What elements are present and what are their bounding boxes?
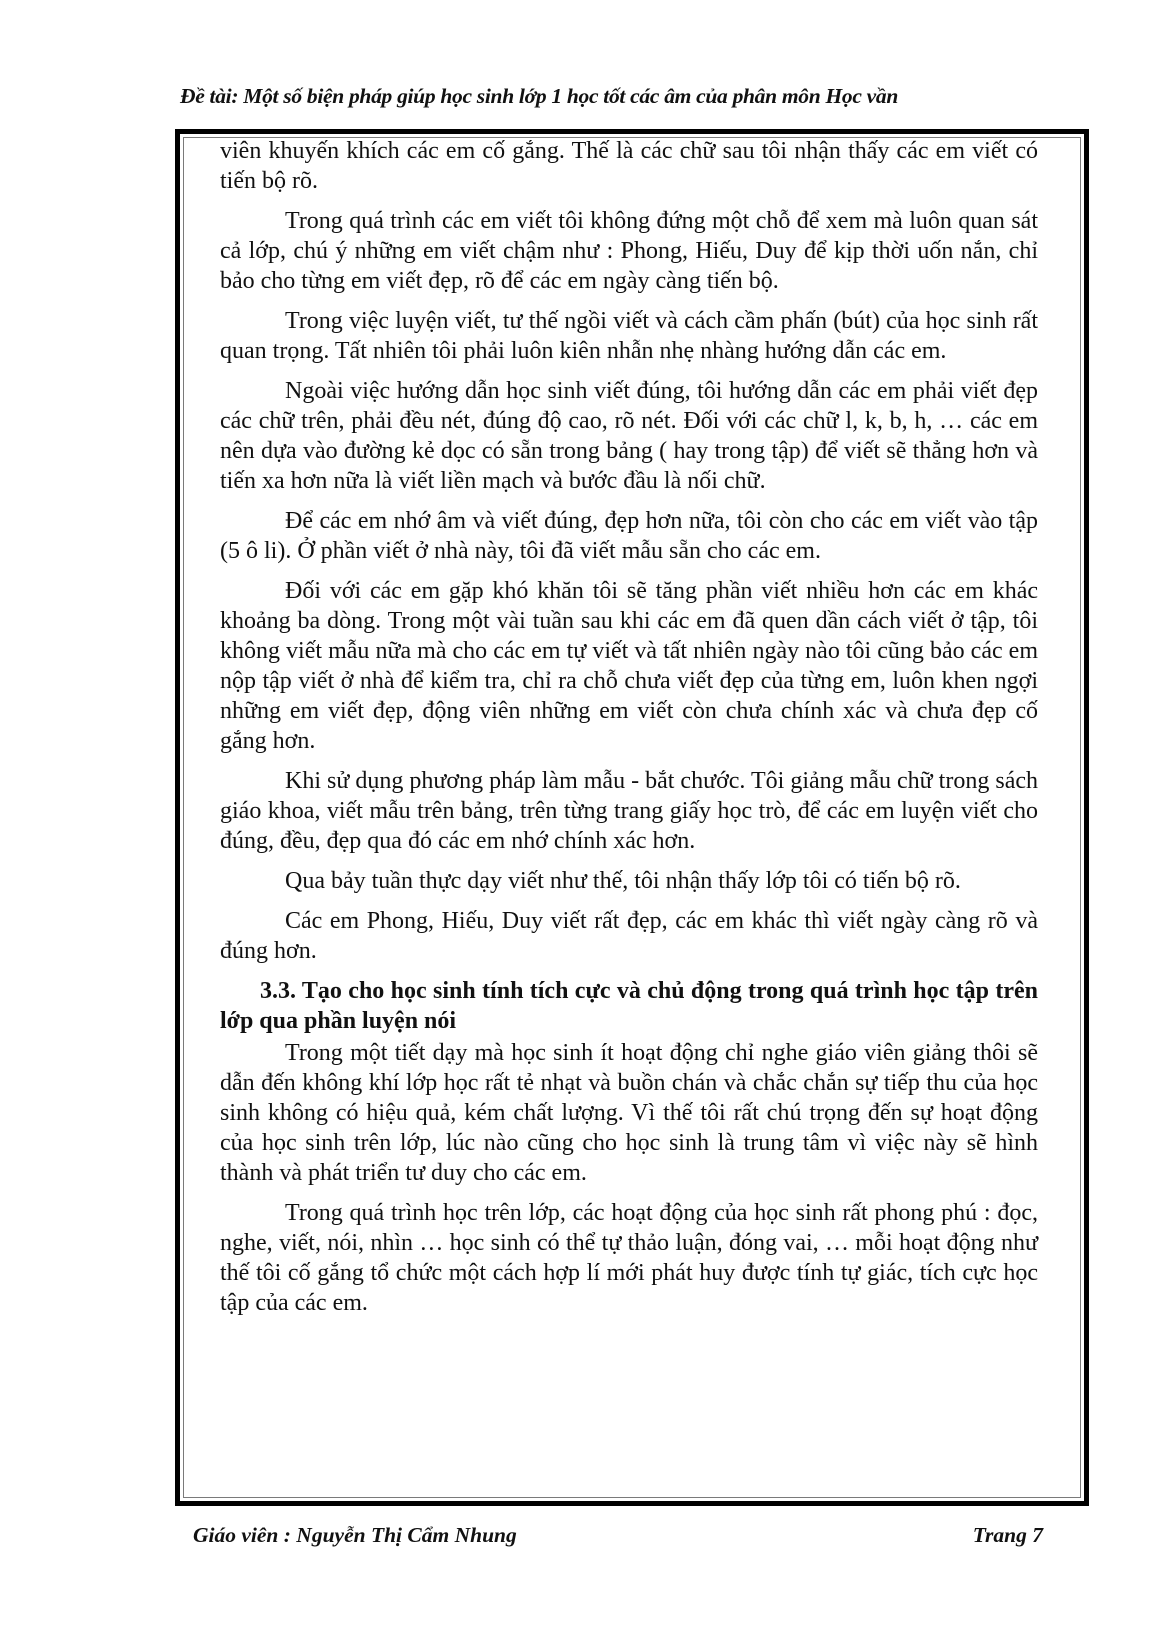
paragraph: Đối với các em gặp khó khăn tôi sẽ tăng phần viết nhiều hơn các em khác khoảng ba dòng. Trong một vài tuần sau khi các em đã quen dần cách viết ở tập, tôi không viết mẫu nữa mà cho các em tự viết và tất nhiên ngày nào tôi cũng bảo các em nộp tập viết ở nhà để kiểm tra, chỉ ra chỗ chưa viết đẹp của từng em, luôn khen ngợi những em viết đẹp, động viên những em viết còn chưa chính xác và chưa đẹp cố gắng hơn. xyxy=(220,578,1038,754)
section-heading: 3.3. Tạo cho học sinh tính tích cực và chủ động trong quá trình học tập trên lớp qua phần luyện nói xyxy=(220,978,1038,1034)
paragraph: Trong việc luyện viết, tư thế ngồi viết và cách cầm phấn (bút) của học sinh rất quan trọng. Tất nhiên tôi phải luôn kiên nhẫn nhẹ nhàng hướng dẫn các em. xyxy=(220,308,1038,364)
document-body xyxy=(220,136,1038,1328)
paragraph: Trong quá trình các em viết tôi không đứng một chỗ để xem mà luôn quan sát cả lớp, chú ý những em viết chậm như : Phong, Hiếu, Duy để kịp thời uốn nắn, chỉ bảo cho từng em viết đẹp, rõ để các em ngày càng tiến bộ. xyxy=(220,208,1038,294)
page-border-frame xyxy=(175,129,1089,1506)
paragraph: Qua bảy tuần thực dạy viết như thế, tôi nhận thấy lớp tôi có tiến bộ rõ. xyxy=(285,868,961,894)
paragraph: Khi sử dụng phương pháp làm mẫu - bắt chước. Tôi giảng mẫu chữ trong sách giáo khoa, viết mẫu trên bảng, trên từng trang giấy học trò, để các em luyện viết cho đúng, đều, đẹp qua đó các em nhớ chính xác hơn. xyxy=(220,768,1038,854)
paragraph: viên khuyến khích các em cố gắng. Thế là các chữ sau tôi nhận thấy các em viết có tiến bộ rõ. xyxy=(220,138,1038,194)
paragraph: Trong một tiết dạy mà học sinh ít hoạt động chỉ nghe giáo viên giảng thôi sẽ dẫn đến không khí lớp học rất tẻ nhạt và buồn chán và chắc chắn sự tiếp thu của học sinh không có hiệu quả, kém chất lượng. Vì thế tôi rất chú trọng đến sự hoạt động của học sinh trên lớp, lúc nào cũng cho học sinh là trung tâm vì việc này sẽ hình thành và phát triển tư duy cho các em. xyxy=(220,1040,1038,1186)
paragraph: Để các em nhớ âm và viết đúng, đẹp hơn nữa, tôi còn cho các em viết vào tập (5 ô li). Ở phần viết ở nhà này, tôi đã viết mẫu sẵn cho các em. xyxy=(220,508,1038,564)
page-footer xyxy=(193,1523,1043,1548)
paragraph: Ngoài việc hướng dẫn học sinh viết đúng, tôi hướng dẫn các em phải viết đẹp các chữ trên, phải đều nét, đúng độ cao, rõ nét. Đối với các chữ l, k, b, h, … các em nên dựa vào đường kẻ dọc có sẵn trong bảng ( hay trong tập) để viết sẽ thẳng hơn và tiến xa hơn nữa là viết liền mạch và bước đầu là nối chữ. xyxy=(220,378,1038,494)
page-number: Trang 7 xyxy=(972,1523,1043,1547)
footer-author: Giáo viên : Nguyễn Thị Cẩm Nhung xyxy=(193,1523,517,1547)
paragraph: Trong quá trình học trên lớp, các hoạt động của học sinh rất phong phú : đọc, nghe, viết, nói, nhìn … học sinh có thể tự thảo luận, đóng vai, … mỗi hoạt động như thế tôi cố gắng tổ chức một cách hợp lí mới phát huy được tính tự giác, tích cực học tập của các em. xyxy=(220,1200,1038,1316)
page-header: Đề tài: Một số biện pháp giúp học sinh lớp 1 học tốt các âm của phân môn Học vần xyxy=(180,84,899,108)
paragraph: Các em Phong, Hiếu, Duy viết rất đẹp, các em khác thì viết ngày càng rõ và đúng hơn. xyxy=(220,908,1038,964)
